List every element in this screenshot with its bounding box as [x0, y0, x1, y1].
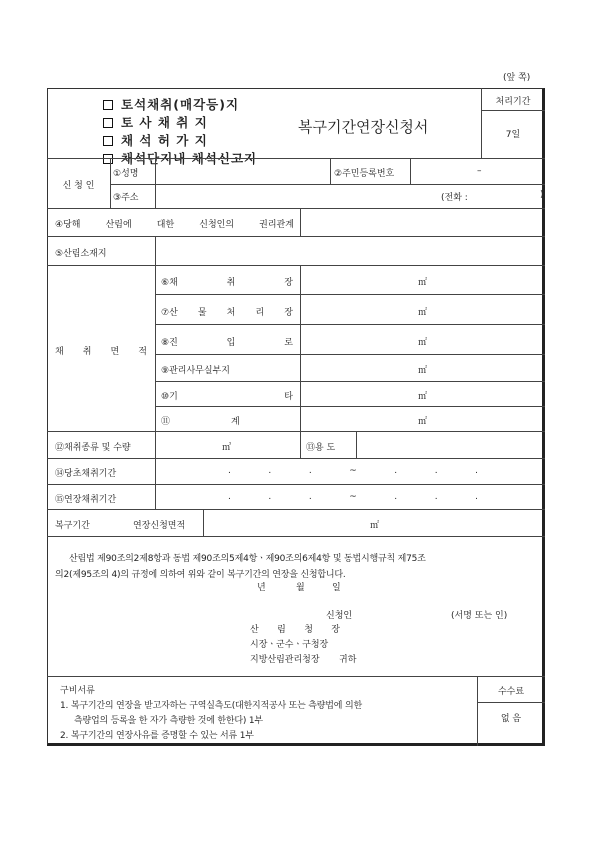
- checkbox-icon[interactable]: [103, 118, 113, 128]
- area-row-label: ⑦산 물 처 리 장: [161, 308, 293, 318]
- checkbox-item[interactable]: 토석채취(매각등)지: [103, 95, 239, 113]
- extraction-area-label: 채 취 면 적: [55, 347, 147, 357]
- phone-close: ): [540, 190, 544, 200]
- area-unit: ㎡: [418, 278, 428, 288]
- checkbox-item[interactable]: 채석단지내 채석신고지: [103, 149, 257, 167]
- original-period-value[interactable]: . . . ~ . . .: [228, 466, 478, 476]
- application-type-checklist: [103, 95, 283, 166]
- kind-quantity-label: ⑫채취종류 및 수량: [55, 443, 131, 453]
- resident-number-field[interactable]: [411, 159, 544, 183]
- rights-label: ④당해 산림에 대한 신청인의 권리관계: [55, 220, 294, 230]
- addressee-forest-service: 산 림 청 장: [250, 625, 340, 635]
- fee-label: 수수료: [497, 687, 525, 697]
- forest-location-field[interactable]: [156, 237, 544, 264]
- extended-period-label: ⑮연장채취기간: [55, 495, 117, 505]
- kind-unit: ㎥: [222, 443, 232, 453]
- processing-period-value: 7일: [505, 130, 521, 140]
- checkbox-item[interactable]: 채 석 허 가 지: [103, 131, 208, 149]
- original-period-label: ⑭당초채취기간: [55, 469, 117, 479]
- addressee-regional-office: 지방산림관리청장: [250, 655, 320, 665]
- rights-field[interactable]: [301, 209, 544, 235]
- applicant-sign-label: 신청인: [326, 611, 353, 621]
- use-field[interactable]: [357, 432, 544, 457]
- required-doc-1-cont: 측량업의 등록을 한 자가 측량한 것에 한한다) 1부: [74, 716, 263, 726]
- required-doc-1: 1. 복구기간의 연장을 받고자하는 구역실측도(대한지적공사 또는 측량법에 의한: [60, 701, 362, 711]
- name-label: ①성명: [113, 169, 139, 179]
- restore-area-label: 연장신청면적: [133, 521, 186, 531]
- declaration-line-1: 산림법 제90조의2제8항과 동법 제90조의5제4항ㆍ제90조의6제4항 및 동법시행규칙 제75조: [69, 554, 426, 564]
- restore-area-unit: ㎡: [370, 521, 380, 531]
- required-docs-title: 구비서류: [60, 686, 95, 696]
- area-row-label: ⑩기 타: [161, 392, 293, 402]
- name-field[interactable]: [156, 159, 329, 183]
- area-unit: ㎡: [418, 366, 428, 376]
- checkbox-icon[interactable]: [103, 100, 113, 110]
- area-unit: ㎡: [418, 417, 428, 427]
- restore-period-label: 복구기간: [55, 521, 90, 531]
- page-side-note: (앞 쪽): [503, 73, 531, 83]
- declaration-line-2: 의2(제95조의 4)의 규정에 의하여 위와 같이 복구기간의 연장을 신청합니다.: [55, 570, 346, 580]
- processing-period-label: 처리기간: [495, 97, 531, 107]
- checkbox-icon[interactable]: [103, 136, 113, 146]
- extended-period-value[interactable]: . . . ~ . . .: [228, 492, 478, 502]
- area-row-label: ⑨관리사무실부지: [161, 366, 230, 376]
- phone-label: (전화 :: [441, 193, 468, 203]
- address-field[interactable]: [156, 185, 426, 207]
- date-month: 월: [296, 583, 305, 593]
- sign-note: (서명 또는 인): [451, 611, 508, 621]
- applicant-label: 신 청 인: [62, 181, 95, 191]
- use-label: ⑬용 도: [306, 443, 336, 453]
- resident-number-separator: –: [477, 166, 482, 176]
- area-value-fields[interactable]: [301, 266, 544, 430]
- area-row-label: ⑧진 입 로: [161, 338, 293, 348]
- area-unit: ㎡: [418, 392, 428, 402]
- addressee-local-gov: 시장ㆍ군수ㆍ구청장: [250, 640, 329, 650]
- forest-location-label: ⑤산림소재지: [55, 249, 107, 259]
- checkbox-item[interactable]: 토 사 채 취 지: [103, 113, 208, 131]
- fee-value: 없 음: [500, 714, 522, 724]
- addressee-suffix: 귀하: [339, 655, 357, 665]
- form-title: 복구기간연장신청서: [298, 118, 429, 136]
- required-doc-2: 2. 복구기간의 연장사유를 증명할 수 있는 서류 1부: [60, 731, 254, 741]
- area-unit: ㎡: [418, 308, 428, 318]
- date-year: 년: [257, 583, 266, 593]
- date-day: 일: [332, 583, 341, 593]
- area-row-label: ⑥채 취 장: [161, 278, 293, 288]
- area-total-num: ⑪: [161, 417, 171, 427]
- address-label: ③주소: [113, 193, 139, 203]
- resident-number-label: ②주민등록번호: [334, 169, 395, 179]
- area-unit: ㎡: [418, 338, 428, 348]
- area-total-label: 계: [231, 417, 240, 427]
